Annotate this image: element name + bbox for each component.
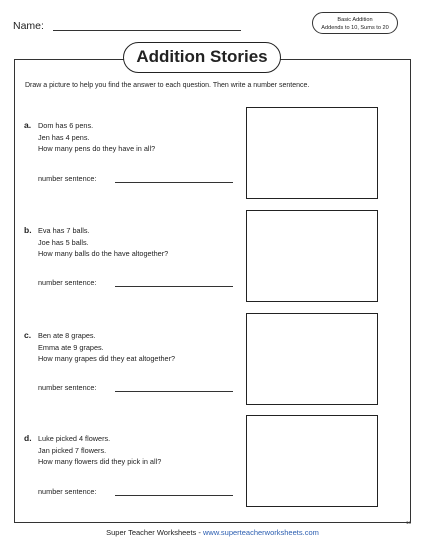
number-sentence-line: [115, 495, 233, 496]
number-sentence-label: number sentence:: [38, 278, 97, 287]
worksheet-tag: [312, 12, 398, 34]
problem-line: Emma ate 9 grapes.: [38, 342, 104, 352]
instructions: Draw a picture to help you find the answer to each question. Then write a number sentence.: [25, 82, 310, 89]
footer: [0, 528, 425, 537]
problem-line: How many pens do they have in all?: [38, 144, 156, 153]
number-sentence-label: number sentence:: [38, 174, 97, 183]
drawing-box-c: [246, 313, 378, 405]
number-sentence-line: [115, 286, 233, 287]
footer-separator: -: [196, 528, 203, 537]
problem-line: Eva has 7 balls.: [38, 226, 90, 235]
drawing-box-d: [246, 415, 378, 507]
problem-line: How many grapes did they eat altogether?: [38, 354, 176, 363]
problem-a: [24, 120, 244, 190]
drawing-box-b: [246, 210, 378, 302]
problem-text: [38, 433, 161, 468]
problem-c: [24, 330, 244, 400]
problem-line: Jen has 4 pens.: [38, 132, 90, 142]
problem-letter: a.: [24, 120, 32, 130]
problem-text: [38, 330, 175, 365]
number-sentence-line: [115, 391, 233, 392]
problem-line: Jan picked 7 flowers.: [38, 445, 107, 455]
tag-line-1: Basic Addition: [337, 17, 373, 23]
page-number: 13: [406, 520, 412, 525]
footer-url-link[interactable]: www.superteacherworksheets.com: [202, 528, 319, 537]
problem-line: Dom has 6 pens.: [38, 121, 94, 130]
number-sentence-line: [115, 182, 233, 183]
footer-brand: Super Teacher Worksheets: [106, 528, 197, 537]
problem-letter: c.: [24, 330, 32, 340]
problem-line: Ben ate 8 grapes.: [38, 331, 96, 340]
problem-line: Joe has 5 balls.: [38, 237, 89, 247]
problem-text: [38, 120, 155, 155]
problem-letter: b.: [24, 225, 32, 235]
problem-letter: d.: [24, 433, 32, 443]
drawing-box-a: [246, 107, 378, 199]
tag-line-2: Addends to 10, Sums to 20: [321, 25, 389, 31]
problem-line: How many balls do the have altogether?: [38, 249, 169, 258]
number-sentence-label: number sentence:: [38, 487, 97, 496]
problem-line: How many flowers did they pick in all?: [38, 457, 162, 466]
name-label: Name:: [13, 20, 44, 32]
problem-d: [24, 433, 244, 503]
problem-line: Luke picked 4 flowers.: [38, 434, 111, 443]
problem-b: [24, 225, 244, 295]
name-line: [53, 30, 241, 31]
number-sentence-label: number sentence:: [38, 383, 97, 392]
page-title: Addition Stories: [123, 42, 281, 73]
problem-text: [38, 225, 168, 260]
